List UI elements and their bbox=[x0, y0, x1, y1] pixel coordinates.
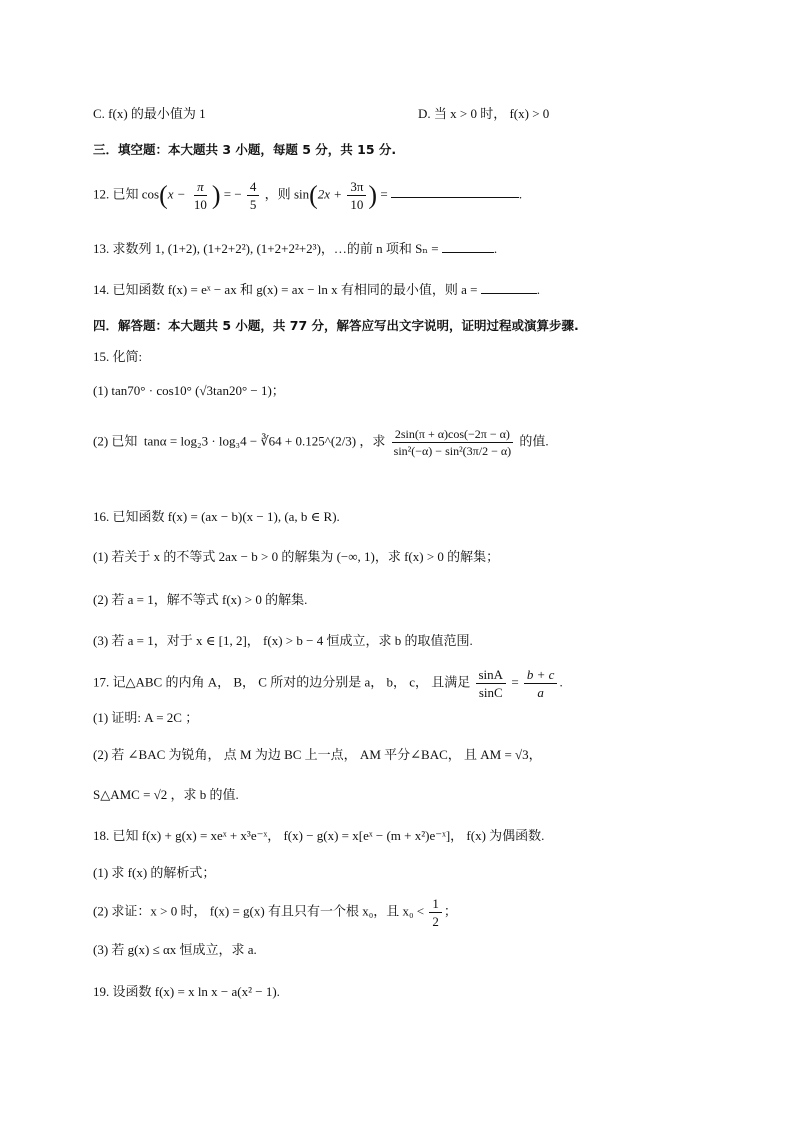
q18-half-num: 1 bbox=[429, 897, 442, 913]
option-d: D. 当 x > 0 时， f(x) > 0 bbox=[418, 106, 550, 121]
q12-arg1: x − bbox=[167, 186, 186, 202]
q12-ten2: 10 bbox=[350, 197, 364, 212]
q16-title: 16. 已知函数 f(x) = (ax − b)(x − 1), (a, b ∈ R). bbox=[93, 509, 340, 524]
section-3-heading: 三．填空题：本大题共 3 小题，每题 5 分，共 15 分. bbox=[93, 142, 397, 157]
q17-sinC: sinC bbox=[478, 685, 503, 700]
q14-text: 14. 已知函数 f(x) = eˣ − ax 和 g(x) = ax − ln x 有相同的最小值，则 a = bbox=[93, 282, 478, 297]
q17-eq: = bbox=[511, 674, 519, 690]
q18-part1: (1) 求 f(x) 的解析式； bbox=[93, 865, 216, 880]
q17-part1: (1) 证明: A = 2C ； bbox=[93, 710, 199, 725]
q12-3pi: 3π bbox=[347, 180, 366, 196]
q14-answer-blank[interactable] bbox=[481, 293, 537, 294]
q13-text: 13. 求数列 1, (1+2), (1+2+2²), (1+2+2²+2³)，…的前 n 项和 Sₙ = bbox=[93, 241, 439, 256]
q17-title: 17. 记△ABC 的内角 A， B， C 所对的边分别是 a， b， c， 且满足 bbox=[93, 674, 471, 690]
q17-part3: S△AMC = √2 ，求 b 的值. bbox=[93, 787, 239, 802]
q16-part2: (2) 若 a = 1，解不等式 f(x) > 0 的解集. bbox=[93, 592, 308, 607]
q15-p2-ask: ，求 bbox=[359, 433, 386, 449]
q15-part1: (1) tan70° · cos10° (√3tan20° − 1)； bbox=[93, 383, 285, 398]
q12-eq: = − bbox=[223, 186, 242, 202]
q12-five: 5 bbox=[249, 197, 257, 212]
q12-answer-blank[interactable] bbox=[391, 197, 519, 198]
q15-p2-expr: tanα = log₂3 · log₃4 − ∛64 + 0.125^(2/3) bbox=[143, 433, 357, 449]
question-17 bbox=[93, 668, 563, 699]
q15-part2 bbox=[93, 428, 549, 457]
section-4-heading: 四．解答题：本大题共 5 小题，共 77 分，解答应写出文字说明，证明过程或演算步骤. bbox=[93, 318, 579, 333]
option-c: C. f(x) 的最小值为 1 bbox=[93, 106, 206, 121]
q17-end: . bbox=[559, 674, 563, 690]
q17-part2: (2) 若 ∠BAC 为锐角， 点 M 为边 BC 上一点， AM 平分∠BAC， 且 AM = √3， bbox=[93, 747, 542, 762]
q12-ten: 10 bbox=[193, 197, 207, 212]
q13-answer-blank[interactable] bbox=[442, 252, 494, 253]
q12-pi: π bbox=[194, 180, 207, 196]
q15-denominator: sin²(−α) − sin²(3π/2 − α) bbox=[393, 444, 512, 458]
question-14: 14. 已知函数 f(x) = eˣ − ax 和 g(x) = ax − ln x 有相同的最小值，则 a = . bbox=[93, 282, 541, 297]
q12-four: 4 bbox=[247, 180, 260, 196]
q17-sinA: sinA bbox=[476, 668, 507, 684]
q12-arg2: 2x + bbox=[317, 186, 343, 202]
q18-part2 bbox=[93, 897, 457, 928]
q15-numerator: 2sin(π + α)cos(−2π − α) bbox=[392, 428, 513, 443]
q15-title: 15. 化简: bbox=[93, 349, 143, 364]
q19-title: 19. 设函数 f(x) = x ln x − a(x² − 1). bbox=[93, 984, 280, 999]
q17-b-plus-c: b + c bbox=[524, 668, 558, 684]
q17-a: a bbox=[537, 685, 544, 700]
q12-mid: ，则 bbox=[264, 186, 291, 202]
q18-title: 18. 已知 f(x) + g(x) = xeˣ + x³e⁻ˣ， f(x) − g(x) = x[eˣ − (m + x²)e⁻ˣ]， f(x) 为偶函数. bbox=[93, 828, 545, 843]
q12-eq2: = bbox=[380, 186, 388, 202]
q18-p2-end: ； bbox=[443, 903, 457, 919]
question-13: 13. 求数列 1, (1+2), (1+2+2²), (1+2+2²+2³)，…的前 n 项和 Sₙ = . bbox=[93, 241, 498, 256]
q18-part3: (3) 若 g(x) ≤ αx 恒成立，求 a. bbox=[93, 942, 257, 957]
q18-half-den: 2 bbox=[432, 914, 439, 929]
q12-prefix: 12. 已知 bbox=[93, 186, 139, 202]
q15-p2-prefix: (2) 已知 bbox=[93, 433, 138, 449]
question-12: 12. 已知 cos(x − $\frac{\pi}{10}$ ) = − $\frac{4}{5}$ ，则 sin(2x + $\frac{3\pi}{10}$ ) = . bbox=[93, 179, 523, 212]
q16-part1: (1) 若关于 x 的不等式 2ax − b > 0 的解集为 (−∞, 1)，求 f(x) > 0 的解集； bbox=[93, 549, 500, 564]
q16-part3: (3) 若 a = 1，对于 x ∈ [1, 2]， f(x) > b − 4 恒成立，求 b 的取值范围. bbox=[93, 633, 473, 648]
q15-tail: 的值. bbox=[519, 433, 549, 449]
q18-p2-text: (2) 求证：x > 0 时， f(x) = g(x) 有且只有一个根 x₀，且 x₀ < bbox=[93, 903, 425, 919]
